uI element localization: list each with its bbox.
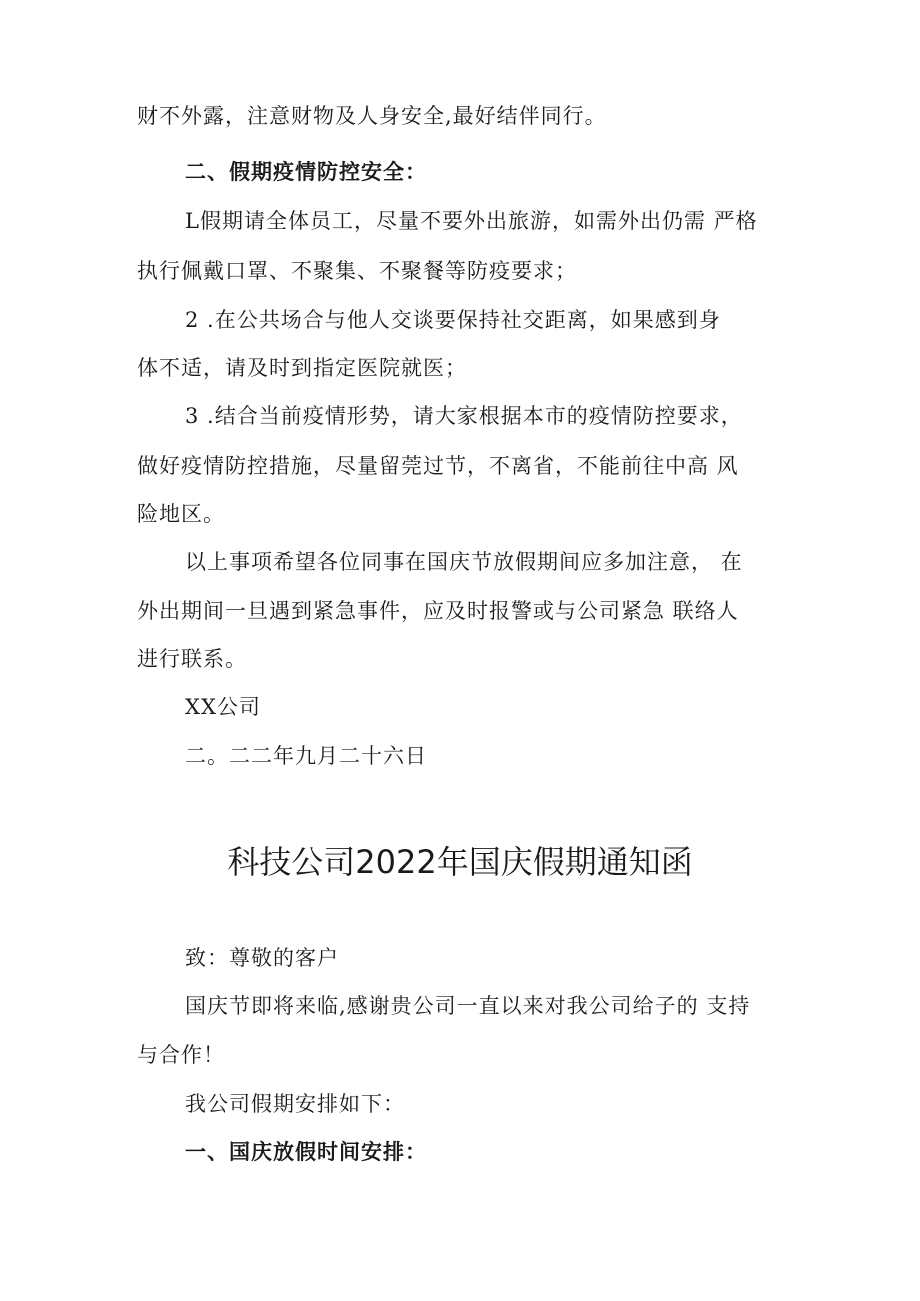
list-item-text: 做好疫情防控措施，尽量留莞过节，不离省，不能前往中高 风 [137, 454, 739, 478]
body-text-line: 我公司假期安排如下： [185, 1092, 405, 1116]
list-item-text: 执行佩戴口罩、不聚集、不聚餐等防疫要求； [137, 259, 577, 283]
signature: XX公司 [185, 695, 261, 719]
list-item-text: 体不适，请及时到指定医院就医； [137, 356, 467, 380]
section-heading: 一、国庆放假时间安排： [185, 1140, 427, 1164]
list-item-text: 2 .在公共场合与他人交谈要保持社交距离，如果感到身 [185, 308, 721, 332]
closing-paragraph: 进行联系。 [137, 647, 247, 671]
closing-paragraph: 外出期间一旦遇到紧急事件，应及时报警或与公司紧急 联络人 [137, 599, 739, 623]
list-item-text: 3 .结合当前疫情形势，请大家根据本市的疫情防控要求， [185, 404, 743, 428]
body-text-line: 财不外露，注意财物及人身安全,最好结伴同行。 [137, 104, 607, 128]
list-item-text: 险地区。 [137, 502, 225, 526]
closing-paragraph: 以上事项希望各位同事在国庆节放假期间应多加注意， 在 [185, 550, 743, 574]
date: 二。二二年九月二十六日 [185, 744, 427, 768]
section-heading: 二、假期疫情防控安全： [185, 160, 427, 184]
body-text-line: 国庆节即将来临,感谢贵公司一直以来对我公司给子的 支持 [185, 994, 751, 1018]
salutation: 致：尊敬的客户 [185, 946, 339, 970]
body-text-line: 与合作！ [137, 1043, 225, 1067]
page-title: 科技公司2022年国庆假期通知函 [227, 843, 693, 881]
list-item-text: L假期请全体员工，尽量不要外出旅游，如需外出仍需 严格 [185, 209, 758, 233]
